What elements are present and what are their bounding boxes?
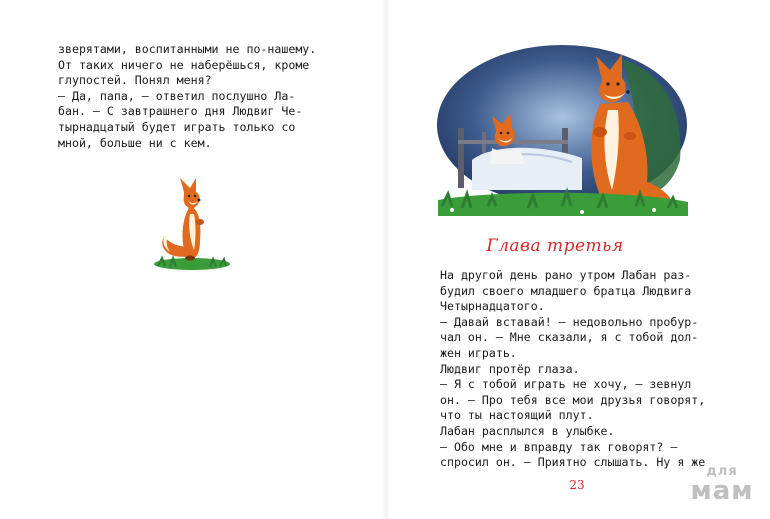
chapter-title: Глава третья bbox=[486, 236, 624, 256]
text-line: – Да, папа, – ответил послушно Ла- bbox=[58, 88, 296, 103]
text-line: На другой день рано утром Лабан раз- bbox=[440, 268, 692, 282]
text-line: зверятами, воспитанными не по-нашему. bbox=[58, 42, 317, 56]
watermark-bottom-text: мам bbox=[690, 476, 754, 506]
text-line: Лабан расплылся в улыбке. bbox=[440, 423, 615, 438]
text-line: – Обо мне и вправду так говорят? – bbox=[440, 439, 678, 454]
standing-fox-illustration bbox=[150, 170, 234, 274]
two-foxes-bed-illustration bbox=[432, 40, 694, 220]
page-number: 23 bbox=[569, 478, 585, 492]
text-line: Четырнадцатого. bbox=[440, 299, 545, 314]
left-page-text bbox=[58, 42, 358, 151]
text-line: Людвиг протёр глаза. bbox=[440, 361, 580, 376]
text-line: он. – Про тебя все мои друзья говорят, bbox=[440, 392, 706, 407]
watermark-top-text: для bbox=[706, 464, 738, 479]
text-line: будил своего младшего братца Людвига bbox=[440, 283, 692, 298]
text-line: – Давай вставай! – недовольно пробур- bbox=[440, 314, 699, 329]
text-line: спросил он. – Приятно слышать. Ну я же bbox=[440, 455, 706, 470]
text-line: мной, больше ни с кем. bbox=[58, 135, 212, 150]
text-line: глупостей. Понял меня? bbox=[58, 73, 212, 88]
right-page-text bbox=[440, 268, 740, 471]
text-line: – Я с тобой играть не хочу, – зевнул bbox=[440, 377, 692, 392]
text-line: бан. – С завтрашнего дня Людвиг Че- bbox=[58, 104, 303, 119]
watermark-logo bbox=[682, 465, 762, 504]
text-line: От таких ничего не наберёшься, кроме bbox=[58, 57, 310, 72]
text-line: тырнадцатый будет играть только со bbox=[58, 119, 296, 134]
book-spine-shadow bbox=[382, 0, 390, 519]
text-line: чал он. – Мне сказали, я с тобой дол- bbox=[440, 330, 699, 345]
text-line: что ты настоящий плут. bbox=[440, 408, 594, 423]
text-line: жен играть. bbox=[440, 345, 517, 360]
